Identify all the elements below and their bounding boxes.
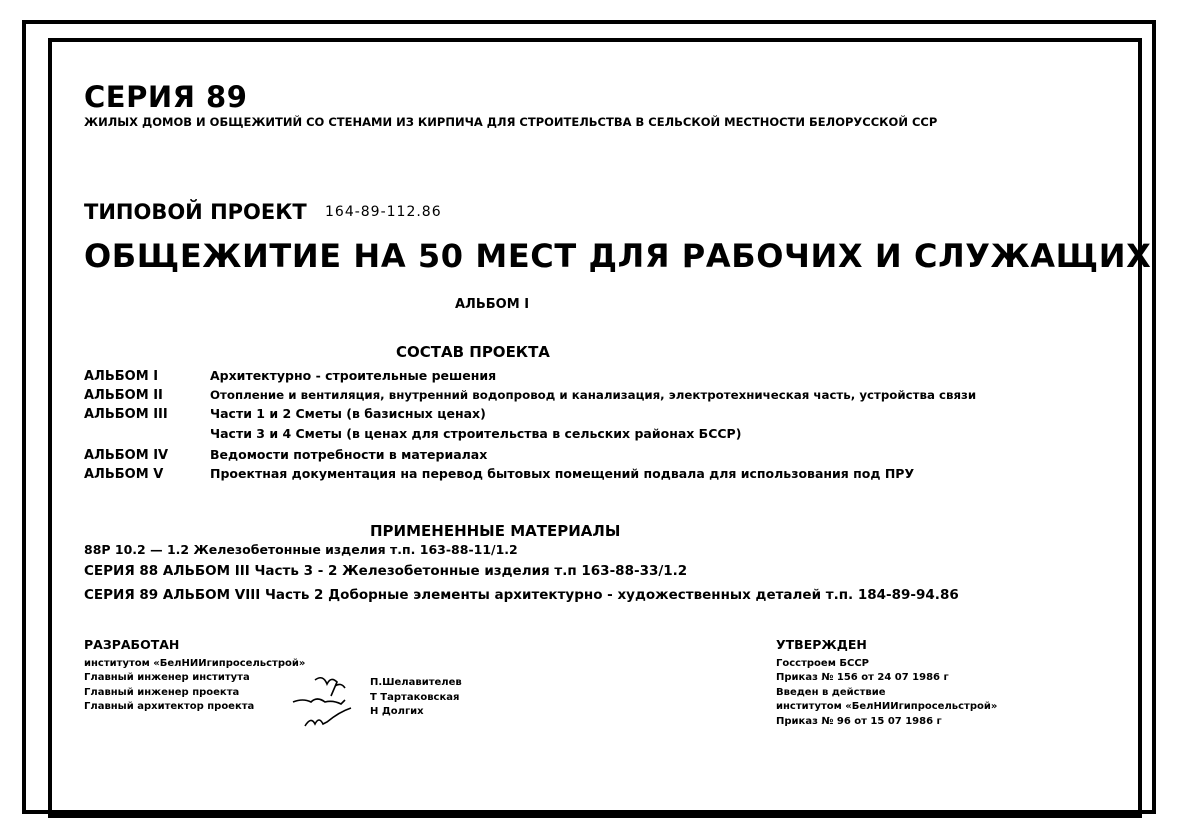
composition-text: Части 1 и 2 Сметы (в базисных ценах) [210,406,486,421]
signatory-name: Н Долгих [370,706,424,717]
composition-row [84,406,486,422]
composition-text: Отопление и вентиляция, внутренний водопровод и канализация, электротехническая часть, устройства связи [210,388,977,402]
developed-line: Главный инженер института [84,672,250,683]
series-title: СЕРИЯ 89 [84,80,248,114]
series-subtitle: ЖИЛЫХ ДОМОВ И ОБЩЕЖИТИЙ СО СТЕНАМИ ИЗ КИРПИЧА ДЛЯ СТРОИТЕЛЬСТВА В СЕЛЬСКОЙ МЕСТНОСТИ БЕЛОРУССКОЙ ССР [84,115,938,129]
approved-line: Введен в действие [776,686,886,698]
material-item: СЕРИЯ 89 АЛЬБОМ VIII Часть 2 Доборные элементы архитектурно - художественных деталей т.п. 184-89-94.86 [84,587,959,603]
composition-row [84,387,976,403]
signatures-icon [285,668,375,738]
approved-line: институтом «БелНИИгипросельстрой» [776,701,998,712]
approved-heading: УТВЕРЖДЕН [776,637,867,652]
composition-text: Архитектурно - строительные решения [210,368,497,383]
main-title: ОБЩЕЖИТИЕ НА 50 МЕСТ ДЛЯ РАБОЧИХ И СЛУЖАЩИХ [84,237,1152,275]
composition-text: Проектная документация на перевод бытовых помещений подвала для использования под ПРУ [210,466,915,481]
project-label: ТИПОВОЙ ПРОЕКТ [84,200,307,224]
developed-line: Главный инженер проекта [84,686,240,698]
composition-text: Ведомости потребности в материалах [210,447,488,462]
composition-album: АЛЬБОМ III [84,407,168,422]
developed-line: Главный архитектор проекта [84,701,255,712]
approved-block [776,638,997,729]
composition-album: АЛЬБОМ II [84,388,163,403]
material-item: СЕРИЯ 88 АЛЬБОМ III Часть 3 - 2 Железобетонные изделия т.п 163-88-33/1.2 [84,563,688,579]
signatory-name: П.Шелавителев [370,677,462,688]
composition-album: АЛЬБОМ I [84,369,159,384]
developed-line: институтом «БелНИИгипросельстрой» [84,657,306,669]
composition-album: АЛЬБОМ IV [84,448,169,463]
album-label: АЛЬБОМ I [455,297,530,312]
composition-row [84,466,914,482]
approved-line: Приказ № 156 от 24 07 1986 г [776,672,949,683]
developed-block [84,638,305,715]
approved-line: Приказ № 96 от 15 07 1986 г [776,715,942,727]
composition-text: Части 3 и 4 Сметы (в ценах для строительства в сельских районах БССР) [210,426,742,441]
material-item: 88Р 10.2 — 1.2 Железобетонные изделия т.п. 163-88-11/1.2 [84,542,518,557]
developed-names [370,676,462,720]
project-number: 164-89-112.86 [325,204,442,220]
composition-heading: СОСТАВ ПРОЕКТА [396,343,550,361]
approved-line: Госстроем БССР [776,657,869,669]
composition-album: АЛЬБОМ V [84,467,164,482]
developed-heading: РАЗРАБОТАН [84,637,180,652]
composition-row [84,426,741,441]
composition-row [84,447,487,463]
materials-heading: ПРИМЕНЕННЫЕ МАТЕРИАЛЫ [370,522,621,540]
composition-row [84,368,496,384]
signatory-name: Т Тартаковская [370,691,460,703]
